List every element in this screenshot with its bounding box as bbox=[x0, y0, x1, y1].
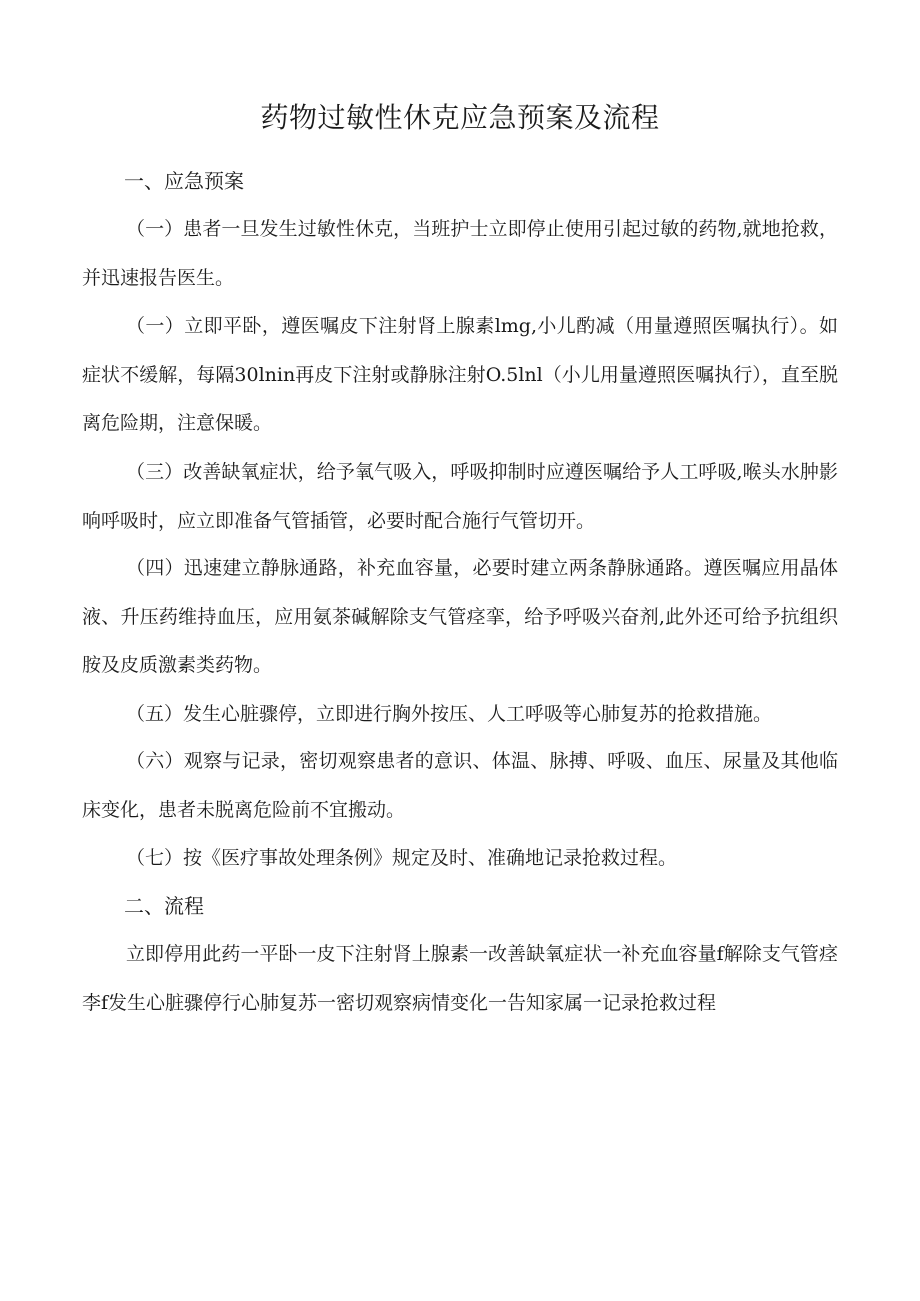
plan-paragraph-6: （六）观察与记录，密切观察患者的意识、体温、脉搏、呼吸、血压、尿量及其他临床变化，患者未脱离危险前不宜搬动。 bbox=[82, 750, 838, 821]
section-heading-process: 二、流程 bbox=[124, 894, 204, 918]
document-title: 药物过敏性休克应急预案及流程 bbox=[260, 101, 660, 134]
plan-paragraph-2: （一）立即平卧，遵医嘱皮下注射肾上腺素lmg,小儿酌减（用量遵照医嘱执行）。如症状不缓解，每隔30lnin再皮下注射或静脉注射O.5lnl（小儿用量遵照医嘱执行），直至脱离危险期，注意保暖。 bbox=[82, 315, 838, 434]
plan-paragraph-4: （四）迅速建立静脉通路，补充血容量，必要时建立两条静脉通路。遵医嘱应用晶体液、升压药维持血压，应用氨茶碱解除支气管痉挛，给予呼吸兴奋剂,此外还可给予抗组织胺及皮质激素类药物。 bbox=[82, 557, 838, 676]
plan-paragraph-5: （五）发生心脏骤停，立即进行胸外按压、人工呼吸等心肺复苏的抢救措施。 bbox=[126, 703, 773, 725]
plan-paragraph-7: （七）按《医疗事故处理条例》规定及时、准确地记录抢救过程。 bbox=[126, 847, 678, 869]
plan-paragraph-3: （三）改善缺氧症状，给予氧气吸入，呼吸抑制时应遵医嘱给予人工呼吸,喉头水肿影响呼吸时，应立即准备气管插管，必要时配合施行气管切开。 bbox=[82, 461, 838, 532]
plan-paragraph-1: （一）患者一旦发生过敏性休克，当班护士立即停止使用引起过敏的药物,就地抢救，并迅速报告医生。 bbox=[82, 218, 838, 289]
process-flow-paragraph: 立即停用此药一平卧一皮下注射肾上腺素一改善缺氧症状一补充血容量f解除支气管痉李f发生心脏骤停行心肺复苏一密切观察病情变化一告知家属一记录抢救过程 bbox=[82, 943, 838, 1014]
section-heading-emergency-plan: 一、应急预案 bbox=[124, 169, 244, 193]
